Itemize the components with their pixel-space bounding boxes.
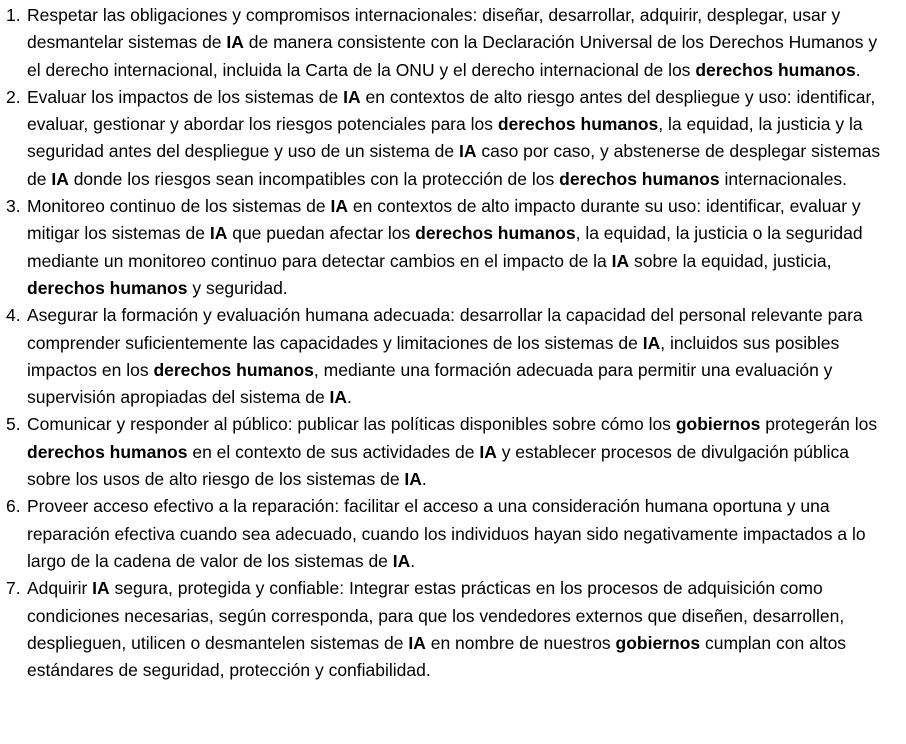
list-item (6, 193, 884, 302)
list-item-number: 3. (6, 196, 21, 217)
bold-term: IA (51, 168, 69, 189)
text-segment: Evaluar los impactos de los sistemas de (27, 86, 344, 107)
text-segment: Comunicar y responder al público: publicar las políticas disponibles sobre cómo los (27, 414, 676, 435)
list-item-text (27, 193, 884, 302)
bold-term: IA (458, 141, 477, 162)
text-segment: que puedan afectar los (227, 223, 416, 244)
list-item-text (27, 2, 884, 84)
list-item-text (27, 411, 884, 493)
text-segment: . (855, 59, 861, 80)
text-segment: . (421, 469, 427, 490)
text-segment: , la equidad, la justicia y la seguridad antes del despliegue y uso de un sistema de (27, 114, 863, 162)
bold-term: gobiernos (615, 632, 701, 653)
bold-term: IA (408, 632, 426, 653)
text-segment: . (347, 387, 352, 408)
list-item-text (27, 493, 884, 575)
list-item (6, 411, 884, 493)
list-item (6, 575, 884, 684)
bold-term: IA (92, 578, 110, 599)
bold-term: IA (209, 223, 228, 244)
text-segment: en el contexto de sus actividades de (187, 441, 480, 462)
list-item-number: 2. (6, 86, 21, 107)
text-segment: . (410, 550, 416, 571)
text-segment: donde los riesgos sean incompatibles con la protección de los (68, 168, 560, 189)
list-item-text (27, 575, 884, 684)
bold-term: IA (404, 469, 422, 490)
text-segment: protegerán los (760, 414, 878, 435)
bold-term: IA (642, 332, 661, 353)
bold-term: derechos humanos (559, 168, 720, 189)
text-segment: Respetar las obligaciones y compromisos internacionales: diseñar, desarrollar, adquirir, desplegar, usar y desmantelar sistemas de (27, 5, 841, 53)
list-item-text (27, 302, 884, 411)
text-segment: en nombre de nuestros (425, 632, 616, 653)
text-segment: y seguridad. (187, 277, 288, 298)
text-segment: Proveer acceso efectivo a la reparación: facilitar el acceso a una consideración humana oportuna y una reparación efectiva cuando sea adecuado, cuando los individuos hayan sido negativamente impactados a lo largo de la cadena de valor de los sistemas de (27, 496, 866, 571)
bold-term: IA (226, 32, 244, 53)
bold-term: derechos humanos (415, 223, 576, 244)
list-item (6, 2, 884, 84)
text-segment: caso por caso, y abstenerse de desplegar sistemas de (27, 141, 881, 189)
list-item-number: 5. (6, 414, 21, 435)
list-item (6, 84, 884, 193)
text-segment: , la equidad, la justicia o la seguridad mediante un monitoreo continuo para detectar cambios en el impacto de la (27, 223, 863, 271)
text-segment: Monitoreo continuo de los sistemas de (27, 196, 331, 217)
bold-term: derechos humanos (27, 441, 188, 462)
bold-term: IA (611, 250, 630, 271)
bold-term: IA (392, 550, 411, 571)
bold-term: IA (343, 86, 361, 107)
numbered-list (6, 2, 884, 684)
bold-term: derechos humanos (497, 114, 659, 135)
bold-term: derechos humanos (153, 359, 314, 380)
list-item-number: 6. (6, 496, 21, 517)
text-segment: sobre la equidad, justicia, (629, 250, 832, 271)
text-segment: segura, protegida y confiable: Integrar estas prácticas en los procesos de adquisición como condiciones necesarias, según corresponda, para que los vendedores externos que diseñen, desarrollen, desplieguen, utilicen o desmantelen sistemas de (27, 578, 845, 653)
bold-term: gobiernos (675, 414, 761, 435)
text-segment: en contextos de alto riesgo antes del despliegue y uso: identificar, evaluar, gestionar y abordar los riesgos potenciales para los (27, 86, 876, 135)
bold-term: derechos humanos (695, 59, 856, 80)
list-item-number: 7. (6, 578, 21, 599)
list-item (6, 302, 884, 411)
bold-term: IA (479, 441, 497, 462)
text-segment: internacionales. (719, 168, 848, 189)
list-item-number: 4. (6, 305, 21, 326)
bold-term: IA (330, 196, 348, 217)
text-segment: Asegurar la formación y evaluación humana adecuada: desarrollar la capacidad del personal relevante para comprender suficientemente las capacidades y limitaciones de los sistemas de (27, 305, 863, 353)
list-item-text (27, 84, 884, 193)
text-segment: , mediante una formación adecuada para permitir una evaluación y supervisión apropiadas del sistema de (27, 359, 833, 408)
text-segment: de manera consistente con la Declaración Universal de los Derechos Humanos y el derecho internacional, incluida la Carta de la ONU y el derecho internacional de los (27, 32, 878, 80)
text-segment: Adquirir (27, 578, 93, 599)
text-segment: en contextos de alto impacto durante su uso: identificar, evaluar y mitigar los sistemas de (27, 196, 861, 244)
bold-term: IA (329, 387, 348, 408)
list-item-number: 1. (6, 5, 21, 25)
bold-term: derechos humanos (27, 277, 188, 298)
list-item (6, 493, 884, 575)
text-segment: cumplan con altos estándares de seguridad, protección y confiabilidad. (27, 632, 847, 681)
text-segment: y establecer procesos de divulgación pública sobre los usos de alto riesgo de los sistemas de (27, 441, 849, 490)
text-segment: , incluidos sus posibles impactos en los (27, 332, 840, 380)
